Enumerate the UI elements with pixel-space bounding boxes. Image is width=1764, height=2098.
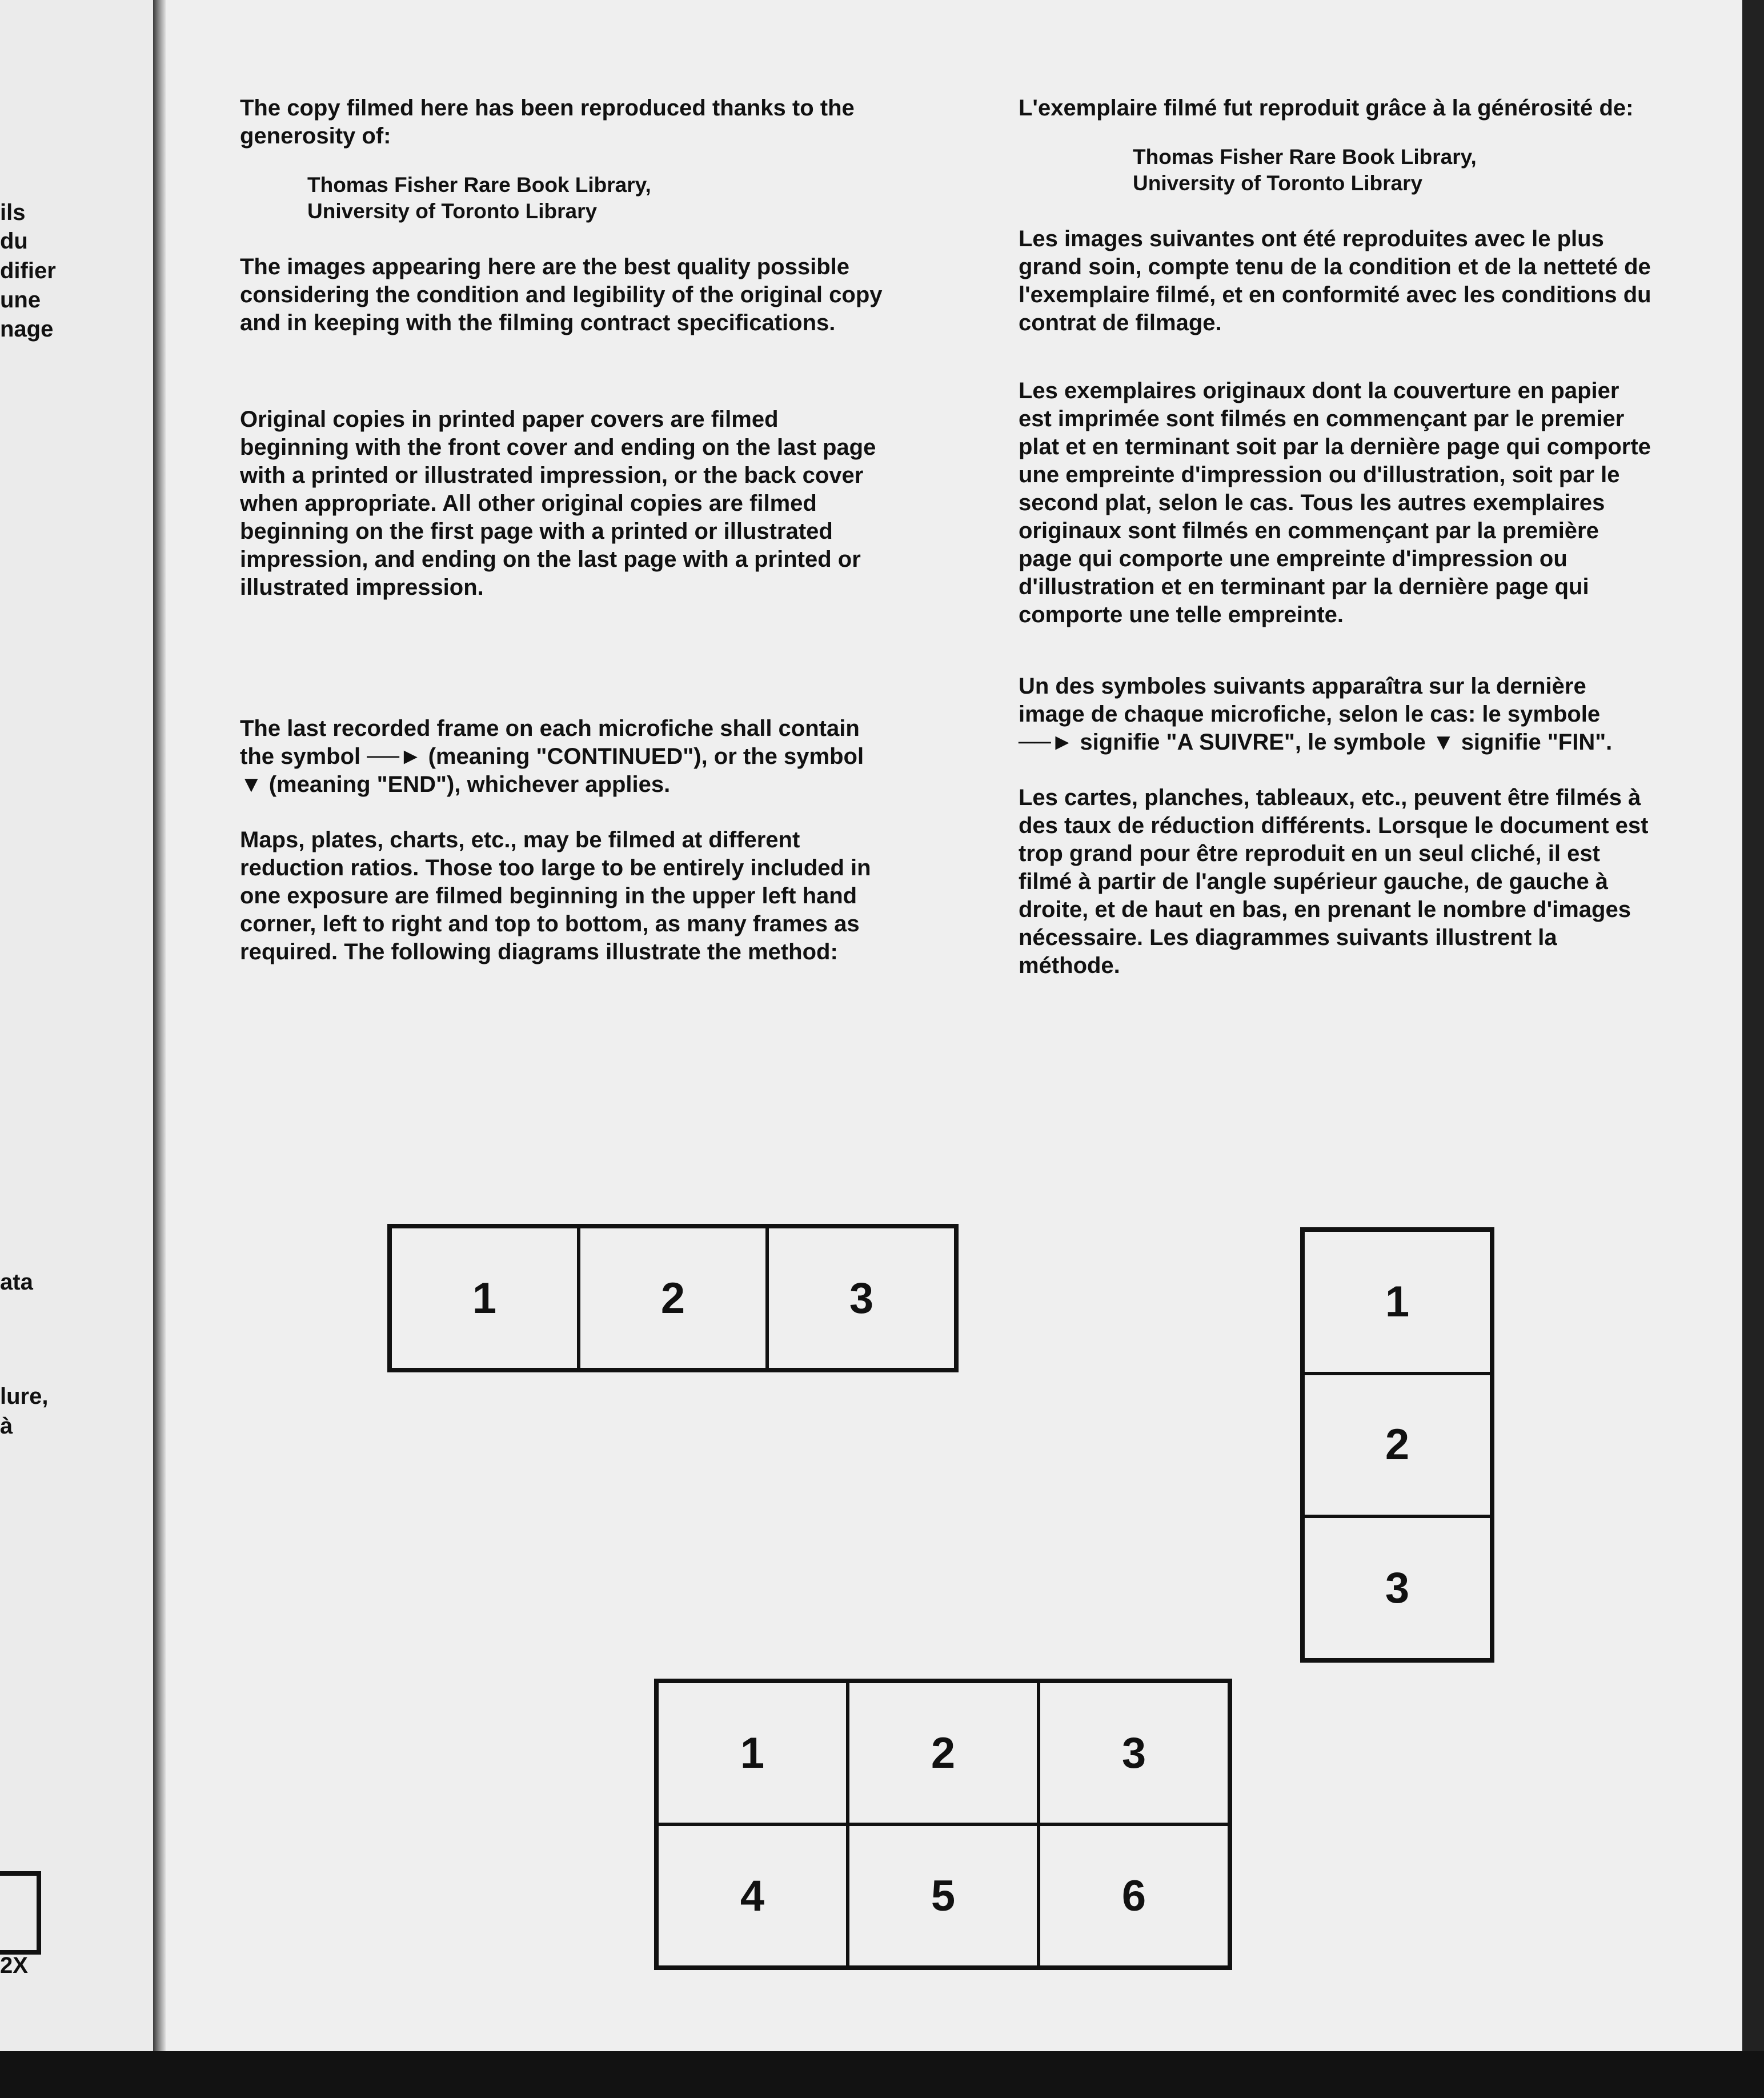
horizontal-diagram [387,1224,959,1372]
french-maps-paragraph: Les cartes, planches, tableaux, etc., peuvent être filmés à des taux de réduction différents. Lorsque le document est trop grand pour être reproduit en un seul cliché, il est filmé à partir de l'angle supérieur gauche, de gauche à droite, et de haut en bas, en prenant le nombre d'images nécessaire. Les diagrammes suivants illustrent la méthode. [1019,785,1649,978]
fragment-text: 2X [0,1953,28,1978]
binding-gutter [153,0,166,2051]
english-quality-paragraph: The images appearing here are the best quality possible considering the condition and legibility of the original copy and in keeping with the filming contract specifications. [240,254,883,335]
english-library-line1: Thomas Fisher Rare Book Library, [307,173,651,197]
french-library-line2: University of Toronto Library [1133,171,1423,195]
french-column [1019,94,1653,980]
fragment-text: difier [0,258,56,283]
fragment-text: à [0,1414,13,1439]
bottom-film-edge [0,2051,1764,2098]
french-library-line1: Thomas Fisher Rare Book Library, [1133,145,1477,169]
fragment-text: ata [0,1270,33,1295]
vertical-diagram [1300,1227,1494,1663]
fragment-text: ils [0,200,26,225]
diagram-cell: 2 [1303,1374,1492,1517]
diagram-cell: 2 [848,1681,1039,1824]
diagram-cell: 4 [657,1824,848,1967]
diagram-cell: 1 [1303,1230,1492,1374]
english-maps-paragraph: Maps, plates, charts, etc., may be filmed at different reduction ratios. Those too large to be entirely included in one exposure are filmed beginning in the upper left hand corner, left to right and top to bottom, as many frames as required. The following diagrams illustrate the method: [240,827,871,964]
fragment-text: du [0,229,28,254]
diagram-cell: 1 [390,1227,579,1370]
diagram-cell: 5 [848,1824,1039,1967]
right-film-edge [1742,0,1764,2051]
english-column [240,94,891,966]
english-symbols-paragraph: The last recorded frame on each microfiche shall contain the symbol ──► (meaning "CONTINUED"), or the symbol ▼ (meaning "END"), whichever applies. [240,716,864,797]
french-covers-paragraph: Les exemplaires originaux dont la couverture en papier est imprimée sont filmés en commençant par le premier plat et en terminant soit par la dernière page qui comporte une empreinte d'impression ou d'illustration, soit par le second plat, selon le cas. Tous les autres exemplaires originaux sont filmés en commençant par la première page qui comporte une empreinte d'impression ou d'illustration et en terminant par la dernière page qui comporte une telle empreinte. [1019,378,1651,627]
french-intro: L'exemplaire filmé fut reproduit grâce à la générosité de: [1019,95,1634,121]
diagram-cell: 3 [1039,1681,1229,1824]
grid-diagram [654,1679,1232,1970]
partial-frame-box [0,1871,41,1955]
diagram-cell: 3 [1303,1516,1492,1660]
fragment-text: nage [0,317,54,342]
fragment-text: lure, [0,1384,49,1409]
diagram-cell: 2 [579,1227,767,1370]
english-library-line2: University of Toronto Library [307,199,598,223]
french-quality-paragraph: Les images suivantes ont été reproduites avec le plus grand soin, compte tenu de la condition et de la netteté de l'exemplaire filmé, et en conformité avec les conditions du contrat de filmage. [1019,226,1651,335]
english-covers-paragraph: Original copies in printed paper covers are filmed beginning with the front cover and ending on the last page with a printed or illustrated impression, or the back cover when appropriate. All other original copies are filmed beginning on the first page with a printed or illustrated impression, and ending on the last page with a printed or illustrated impression. [240,407,876,600]
previous-page-strip [0,0,161,2098]
diagram-cell: 3 [767,1227,956,1370]
diagram-cell: 6 [1039,1824,1229,1967]
diagram-cell: 1 [657,1681,848,1824]
fragment-text: une [0,287,41,313]
english-intro: The copy filmed here has been reproduced thanks to the generosity of: [240,95,855,149]
page [166,0,1742,2051]
french-symbols-paragraph: Un des symboles suivants apparaîtra sur la dernière image de chaque microfiche, selon le cas: le symbole ──► signifie "A SUIVRE", le symbole ▼ signifie "FIN". [1019,674,1613,755]
